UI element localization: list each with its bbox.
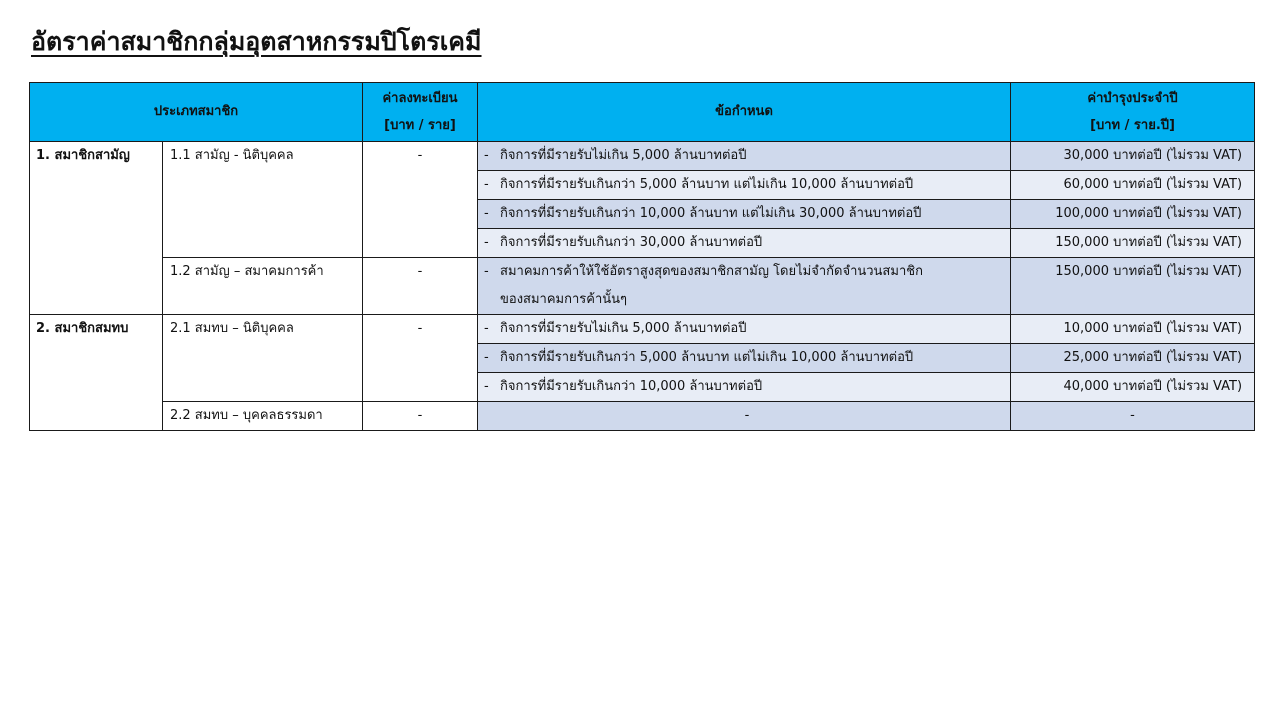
condition-text-line1: สมาคมการค้าให้ใช้อัตราสูงสุดของสมาชิกสามัญ โดยไม่จำกัดจำนวนสมาชิก xyxy=(500,264,923,279)
condition-cell xyxy=(478,229,1011,258)
condition-text: กิจการที่มีรายรับเกินกว่า 10,000 ล้านบาทต่อปี xyxy=(500,379,763,394)
header-annual-line1: ค่าบำรุงประจำปี xyxy=(1087,91,1178,106)
condition-wrap xyxy=(484,258,1010,314)
condition-cell xyxy=(478,344,1011,373)
annual-fee-cell: 60,000 บาทต่อปี (ไม่รวม VAT) xyxy=(1011,171,1255,200)
header-annual-fee xyxy=(1011,83,1255,142)
bullet-dash: - xyxy=(484,264,489,279)
condition-cell xyxy=(478,315,1011,344)
bullet-dash: - xyxy=(484,148,489,163)
condition-cell xyxy=(478,200,1011,229)
condition-text: กิจการที่มีรายรับไม่เกิน 5,000 ล้านบาทต่อปี xyxy=(500,148,747,163)
subgroup-label-1-2: 1.2 สามัญ – สมาคมการค้า xyxy=(163,258,363,315)
condition-text: กิจการที่มีรายรับเกินกว่า 10,000 ล้านบาท แต่ไม่เกิน 30,000 ล้านบาทต่อปี xyxy=(500,206,922,221)
bullet-dash: - xyxy=(484,235,489,250)
header-annual-line2: [บาท / ราย.ปี] xyxy=(1090,118,1175,133)
header-member-type: ประเภทสมาชิก xyxy=(30,83,363,142)
bullet-dash: - xyxy=(484,350,489,365)
condition-text: กิจการที่มีรายรับเกินกว่า 5,000 ล้านบาท แต่ไม่เกิน 10,000 ล้านบาทต่อปี xyxy=(500,177,914,192)
registration-fee-1-2: - xyxy=(363,258,478,315)
condition-cell xyxy=(478,171,1011,200)
annual-fee-cell: 10,000 บาทต่อปี (ไม่รวม VAT) xyxy=(1011,315,1255,344)
table-row xyxy=(30,142,1255,171)
header-registration-fee xyxy=(363,83,478,142)
table-header-row xyxy=(30,83,1255,142)
group-label-ordinary: 1. สมาชิกสามัญ xyxy=(30,142,163,315)
table-row xyxy=(30,315,1255,344)
condition-cell xyxy=(478,142,1011,171)
table-row xyxy=(30,402,1255,431)
condition-cell xyxy=(478,258,1011,315)
condition-cell: - xyxy=(478,402,1011,431)
condition-text xyxy=(500,258,923,314)
bullet-dash: - xyxy=(484,379,489,394)
membership-fee-table xyxy=(29,82,1255,431)
header-registration-line2: [บาท / ราย] xyxy=(384,118,456,133)
bullet-dash: - xyxy=(484,177,489,192)
annual-fee-cell: 150,000 บาทต่อปี (ไม่รวม VAT) xyxy=(1011,229,1255,258)
bullet-dash: - xyxy=(484,206,489,221)
header-conditions: ข้อกำหนด xyxy=(478,83,1011,142)
annual-fee-cell: 150,000 บาทต่อปี (ไม่รวม VAT) xyxy=(1011,258,1255,315)
subgroup-label-2-1: 2.1 สมทบ – นิติบุคคล xyxy=(163,315,363,402)
group-label-associate: 2. สมาชิกสมทบ xyxy=(30,315,163,431)
subgroup-label-2-2: 2.2 สมทบ – บุคคลธรรมดา xyxy=(163,402,363,431)
page-title: อัตราค่าสมาชิกกลุ่มอุตสาหกรรมปิโตรเคมี xyxy=(31,27,482,56)
condition-text: กิจการที่มีรายรับเกินกว่า 30,000 ล้านบาทต่อปี xyxy=(500,235,763,250)
condition-text: กิจการที่มีรายรับไม่เกิน 5,000 ล้านบาทต่อปี xyxy=(500,321,747,336)
table-row xyxy=(30,258,1255,315)
condition-cell xyxy=(478,373,1011,402)
subgroup-label-1-1: 1.1 สามัญ - นิติบุคคล xyxy=(163,142,363,258)
annual-fee-cell: 25,000 บาทต่อปี (ไม่รวม VAT) xyxy=(1011,344,1255,373)
bullet-dash: - xyxy=(484,321,489,336)
annual-fee-cell: - xyxy=(1011,402,1255,431)
registration-fee-2-1: - xyxy=(363,315,478,402)
condition-text-line2: ของสมาคมการค้านั้นๆ xyxy=(500,292,628,307)
annual-fee-cell: 100,000 บาทต่อปี (ไม่รวม VAT) xyxy=(1011,200,1255,229)
annual-fee-cell: 30,000 บาทต่อปี (ไม่รวม VAT) xyxy=(1011,142,1255,171)
condition-text: กิจการที่มีรายรับเกินกว่า 5,000 ล้านบาท แต่ไม่เกิน 10,000 ล้านบาทต่อปี xyxy=(500,350,914,365)
registration-fee-2-2: - xyxy=(363,402,478,431)
annual-fee-cell: 40,000 บาทต่อปี (ไม่รวม VAT) xyxy=(1011,373,1255,402)
header-registration-line1: ค่าลงทะเบียน xyxy=(382,91,458,106)
registration-fee-1-1: - xyxy=(363,142,478,258)
